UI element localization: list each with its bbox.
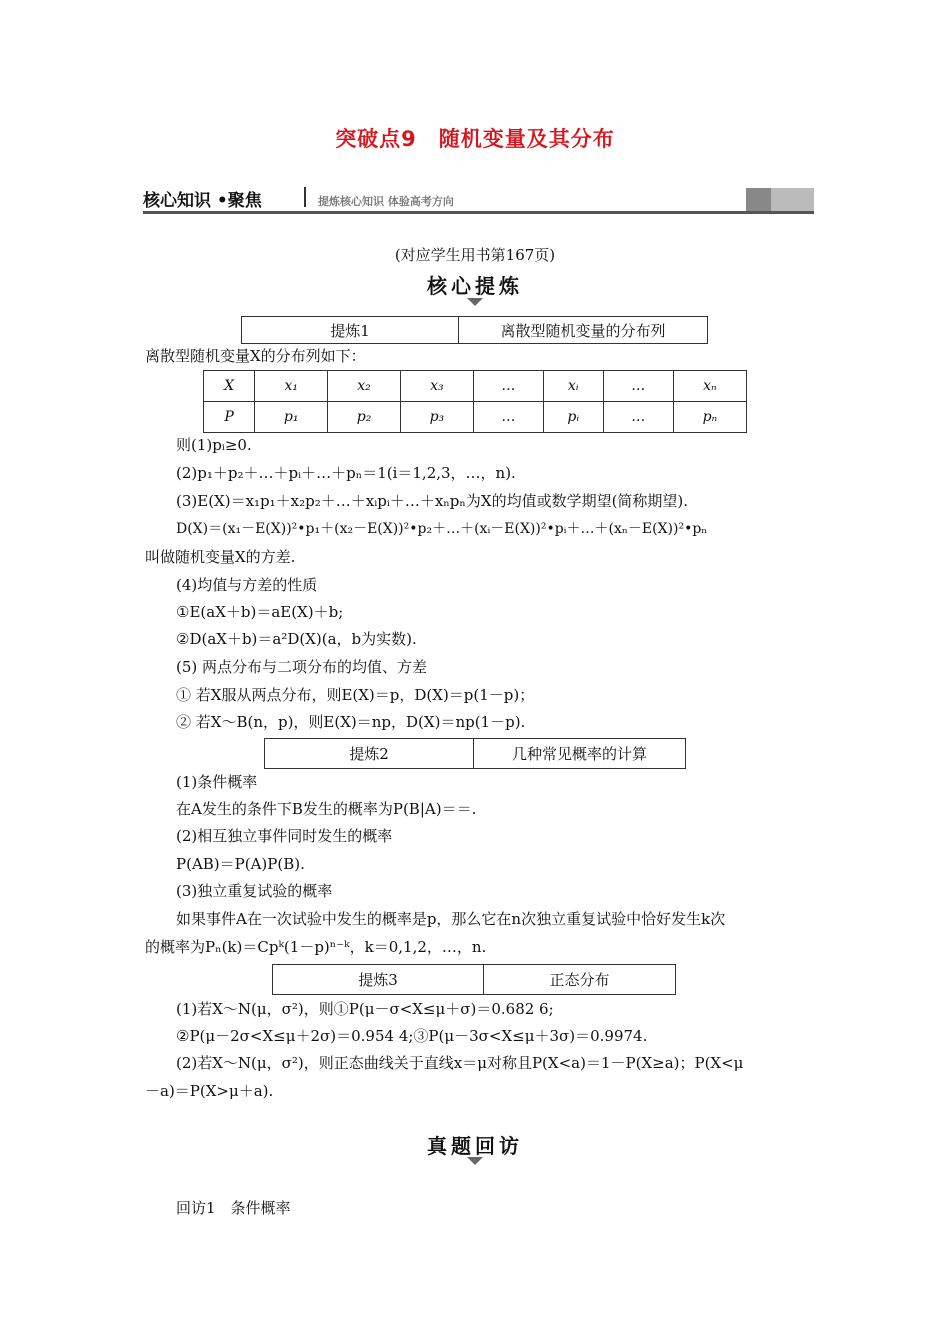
banner-rule [143,211,814,214]
topic-box-1 [241,316,708,344]
table-cell: p₁ [255,402,328,433]
text-line: (2)相互独立事件同时发生的概率 [176,827,393,845]
text-line: 则(1)pᵢ≥0. [176,436,252,454]
heading-arrow-icon [467,298,483,306]
table-cell: xₙ [673,371,746,402]
distribution-intro: 离散型随机变量X的分布列如下： [145,347,366,365]
text-line: (1)条件概率 [176,773,258,791]
text-line: 的概率为Pₙ(k)＝Cpᵏ(1－p)ⁿ⁻ᵏ，k＝0,1,2，…，n. [145,938,487,956]
table-cell: x₁ [255,371,328,402]
topic-box-1-title: 离散型随机变量的分布列 [458,317,707,343]
topic-box-3-title: 正态分布 [483,965,675,994]
text-line: ② 若X～B(n，p)，则E(X)＝np，D(X)＝np(1－p). [176,713,526,731]
table-row [204,371,747,402]
table-cell: … [603,402,673,433]
table-row [204,402,747,433]
table-cell: … [473,402,543,433]
table-cell: X [204,371,255,402]
table-cell: x₃ [400,371,473,402]
topic-box-3-label: 提炼3 [358,971,398,989]
table-cell: pₙ [673,402,746,433]
text-line: (5) 两点分布与二项分布的均值、方差 [176,658,428,676]
page-reference: (对应学生用书第167页) [394,246,556,264]
table-cell: P [204,402,255,433]
text-line: －a)＝P(X>μ＋a). [145,1082,274,1100]
text-line: (4)均值与方差的性质 [176,576,318,594]
banner-block-light [771,188,814,211]
banner-separator [304,187,306,207]
section-heading-core: 核心提炼 [427,274,523,298]
banner-block-dark [746,188,771,211]
topic-box-2-label: 提炼2 [349,745,389,763]
text-line: 在A发生的条件下B发生的概率为P(B|A)＝＝. [176,800,477,818]
section-heading-review: 真题回访 [427,1134,523,1158]
text-line: 叫做随机变量X的方差. [145,548,296,566]
topic-box-3 [272,964,676,995]
text-line: ②D(aX＋b)＝a²D(X)(a，b为实数). [176,630,417,648]
table-cell: … [603,371,673,402]
banner-title: 核心知识 •聚焦 [143,191,262,211]
topic-box-2 [264,738,686,769]
text-line: 回访1 条件概率 [176,1199,291,1217]
text-line: P(AB)＝P(A)P(B). [176,855,305,873]
distribution-table [203,370,747,433]
text-line: ①E(aX＋b)＝aE(X)＋b; [176,603,344,621]
table-cell: p₂ [328,402,401,433]
table-cell: xᵢ [543,371,603,402]
text-line: (1)若X～N(μ，σ²)，则①P(μ－σ<X≤μ＋σ)＝0.682 6; [176,1000,554,1018]
text-line: ① 若X服从两点分布，则E(X)＝p，D(X)＝p(1－p)； [176,686,535,704]
topic-box-1-label: 提炼1 [330,321,370,340]
text-line: 如果事件A在一次试验中发生的概率是p，那么它在n次独立重复试验中恰好发生k次 [176,910,726,928]
text-line: (2)若X～N(μ，σ²)，则正态曲线关于直线x＝μ对称且P(X<a)＝1－P(X≥a)；P(X<μ [176,1054,744,1072]
text-line: D(X)＝(x₁－E(X))²•p₁＋(x₂－E(X))²•p₂＋…＋(xᵢ－E(X))²•pᵢ＋…＋(xₙ－E(X))²•pₙ [176,521,708,537]
topic-box-2-title: 几种常见概率的计算 [473,739,685,768]
table-cell: x₂ [328,371,401,402]
text-line: (3)独立重复试验的概率 [176,882,333,900]
table-cell: p₃ [400,402,473,433]
heading-arrow-icon [467,1157,483,1165]
text-line: ②P(μ－2σ<X≤μ＋2σ)＝0.954 4;③P(μ－3σ<X≤μ＋3σ)＝0.9974. [176,1027,648,1045]
text-line: (3)E(X)＝x₁p₁＋x₂p₂＋…＋xᵢpᵢ＋…＋xₙpₙ为X的均值或数学期望(简称期望). [176,492,689,510]
table-cell: pᵢ [543,402,603,433]
page-title: 突破点9 随机变量及其分布 [335,127,615,151]
banner-subtitle: 提炼核心知识 体验高考方向 [318,195,454,208]
text-line: (2)p₁＋p₂＋…＋pᵢ＋…＋pₙ＝1(i＝1,2,3，…，n). [176,464,516,482]
table-cell: … [473,371,543,402]
